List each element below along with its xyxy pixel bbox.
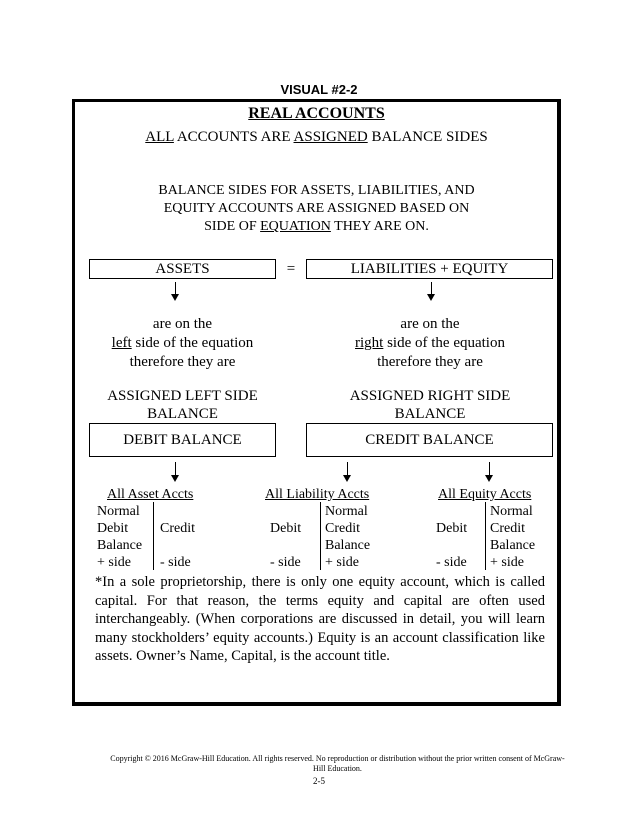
- intro-line-3-a: SIDE OF: [204, 219, 261, 234]
- left-word: left: [111, 335, 132, 351]
- liability-t-account-title: All Liability Accts: [265, 487, 370, 502]
- intro-equation-word: EQUATION: [260, 219, 331, 234]
- right-side-line-2-rest: side of the equation: [383, 335, 505, 351]
- credit-balance-box: CREDIT BALANCE: [306, 423, 553, 457]
- liabilities-equity-box: LIABILITIES + EQUITY: [306, 259, 553, 279]
- arrow-down-icon: [343, 475, 351, 482]
- asset-debit: Debit: [97, 521, 129, 536]
- asset-plus-side: + side: [97, 555, 131, 570]
- asset-minus-side: - side: [160, 555, 191, 570]
- asset-credit: Credit: [160, 521, 195, 536]
- equity-debit: Debit: [436, 521, 468, 536]
- equity-minus-side: - side: [436, 555, 467, 570]
- liability-credit: Credit: [325, 521, 360, 536]
- liability-normal: Normal: [325, 504, 368, 519]
- left-side-line-2-rest: side of the equation: [131, 335, 254, 351]
- intro-line-2: EQUITY ACCOUNTS ARE ASSIGNED BASED ON: [163, 201, 470, 216]
- intro-line-3-c: THEY ARE ON.: [330, 219, 429, 234]
- asset-t-divider: [153, 502, 154, 570]
- intro-line-1: BALANCE SIDES FOR ASSETS, LIABILITIES, AND: [158, 183, 475, 198]
- equity-t-divider: [485, 502, 486, 570]
- liability-debit: Debit: [270, 521, 302, 536]
- right-assigned-line-2: BALANCE: [394, 406, 466, 422]
- frame-subtitle: [75, 128, 558, 147]
- arrow-debit-line: [175, 462, 176, 476]
- asset-t-account-title: All Asset Accts: [107, 487, 194, 502]
- equity-normal: Normal: [490, 504, 533, 519]
- arrow-down-icon: [171, 475, 179, 482]
- equity-plus-side: + side: [490, 555, 524, 570]
- subtitle-text: ACCOUNTS ARE: [173, 129, 294, 145]
- debit-balance-box: DEBIT BALANCE: [89, 423, 276, 457]
- liability-plus-side: + side: [325, 555, 359, 570]
- equity-balance: Balance: [490, 538, 536, 553]
- assets-box: ASSETS: [89, 259, 276, 279]
- right-word: right: [355, 335, 384, 351]
- liability-t-divider: [320, 502, 321, 570]
- arrow-down-icon: [427, 294, 435, 301]
- left-assigned-line-2: BALANCE: [147, 406, 218, 422]
- arrow-credit-line-a: [347, 462, 348, 476]
- left-side-line-3: therefore they are: [129, 354, 236, 370]
- asset-normal: Normal: [97, 504, 140, 519]
- equals-sign: =: [286, 261, 296, 277]
- right-side-line-2: [320, 334, 540, 353]
- right-side-line-1: are on the: [400, 316, 460, 332]
- left-side-line-2: [89, 334, 276, 353]
- left-assigned-line-1: ASSIGNED LEFT SIDE: [107, 388, 258, 404]
- frame-title: REAL ACCOUNTS: [248, 105, 385, 122]
- equity-credit: Credit: [490, 521, 525, 536]
- subtitle-text-end: BALANCE SIDES: [367, 129, 488, 145]
- right-assigned-line-1: ASSIGNED RIGHT SIDE: [349, 388, 511, 404]
- subtitle-assigned: ASSIGNED: [293, 129, 368, 145]
- asset-balance: Balance: [97, 538, 143, 553]
- arrow-down-icon: [171, 294, 179, 301]
- left-side-line-1: are on the: [152, 316, 213, 332]
- equity-t-account-title: All Equity Accts: [438, 487, 532, 502]
- intro-line-3: [75, 218, 558, 236]
- right-side-line-3: therefore they are: [377, 354, 483, 370]
- footnote: *In a sole proprietorship, there is only one equity account, which is called capital. For that reason, the terms equity and capital are often used interchangeably. (When corporations are discussed in detail, you will learn many stockholders’ equity accounts.) Equity is an account classification like assets. Owner’s Name, Capital, is the account title.: [95, 574, 545, 664]
- copyright-notice: Copyright © 2016 McGraw-Hill Education. All rights reserved. No reproduction or distribution without the prior written consent of McGraw-Hill Education.: [110, 754, 565, 773]
- subtitle-all: ALL: [145, 129, 174, 145]
- visual-title: VISUAL #2-2: [280, 82, 358, 97]
- liability-minus-side: - side: [270, 555, 301, 570]
- liability-balance: Balance: [325, 538, 371, 553]
- arrow-down-icon: [485, 475, 493, 482]
- page-number: 2-5: [313, 776, 325, 786]
- arrow-credit-line-b: [489, 462, 490, 476]
